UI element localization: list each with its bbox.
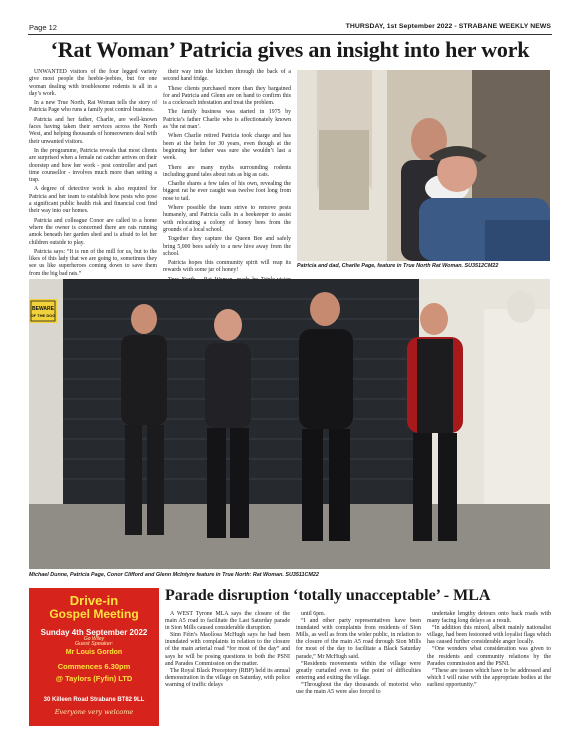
paragraph: undertake lengthy detours onto back roads with many facing long delays as a result. <box>427 611 551 625</box>
paragraph: UNWANTED visitors of the four legged variety give most people the heebie-jeebies, but for one woman dealing with troublesome rodents is all in a day’s work. <box>29 69 157 97</box>
paragraph: Patricia hopes this community spirit will reap its rewards with some jar of honey! <box>163 260 291 274</box>
advert-time: Commences 6.30pm <box>57 662 131 671</box>
advert-address: 30 Killeen Road Strabane BT82 9LL <box>43 697 145 703</box>
paragraph: There are many myths surrounding rodents including grand tales about rats as big as cats. <box>163 164 291 178</box>
gospel-meeting-advert <box>29 588 159 726</box>
paragraph: In the programme, Patricia reveals that most clients are surprised when a female rat catcher arrives on their doorstep and how her work - pest controller and part time counsellor - involves much more than setting a trap. <box>29 147 157 184</box>
advert-tagline: Everyone very welcome <box>54 708 134 716</box>
photo-caption-1: Patricia and dad, Charlie Page, feature in True North Rat Woman. SU3512CM22 <box>297 263 499 269</box>
beware-dog-sign: BEWARE <box>32 306 54 312</box>
paragraph: Where possible the team strive to remove pests humanely, and Patricia calls in a beekeeper to assist with relocating a colony of honey bees from the grounds of a local school. <box>163 205 291 233</box>
advert-venue: @ Taylors (Fyfin) LTD <box>55 674 133 683</box>
article-column-1 <box>29 69 157 275</box>
advert-date: Sunday 4th September 2022 <box>40 628 148 637</box>
article-column-2 <box>163 69 291 275</box>
advert-title-line2: Gospel Meeting <box>49 607 139 621</box>
paragraph: The family business was started in 1975 by Patricia’s father Charlie who is affectionately known as ‘the rat man’. <box>163 109 291 131</box>
advert-speaker: Mr Louis Gordon <box>65 649 123 656</box>
photo-team-group <box>29 279 550 569</box>
article2-column-2 <box>296 611 421 731</box>
advert-title-line1: Drive-in <box>69 593 119 608</box>
article2-column-1 <box>165 611 290 731</box>
paragraph: their way into the kitchen through the back of a second hand fridge. <box>163 69 291 83</box>
paragraph: Together they capture the Queen Bee and safely bring 5,000 bees safely to a new hive away from the school. <box>163 236 291 257</box>
paragraph: These clients purchased more than they bargained for and Patricia and Glenn are on hand to confirm this is a cockroach infestation and treat the problem. <box>163 85 291 107</box>
article2-column-3 <box>427 611 551 731</box>
paragraph: “Residents movements within the village were greatly curtailed even to the point of difficulties entering and exiting the village. <box>296 660 421 681</box>
paragraph: “Throughout the day thousands of motorist who use the main A5 were also forced to <box>296 681 421 696</box>
advert-signature: Go Wiley <box>83 636 105 642</box>
paragraph: Patricia and colleague Conor are called to a home where the owner is concerned there are rats running amok beneath her garden shed and is afraid to let her children outside to play. <box>29 217 157 246</box>
paragraph: Sinn Féin’s Maolíosa McHugh says he had been inundated with complaints in relation to the closure of the main arterial road “for most of the day” and says he will be posing questions to both the PSNI and Parades Commission on the matter. <box>165 632 290 667</box>
paragraph: Patricia and her father, Charlie, are well-known faces having taken their services across the North West, and helping thousands of homeowners deal with their unwanted visitors. <box>29 116 157 145</box>
advert-speaker-intro: Guest Speaker: <box>74 641 114 647</box>
photo-illustration <box>297 70 550 261</box>
paragraph: “These are issues which have to be addressed and which I will raise with the appropriate bodies at the earliest opportunity.” <box>427 667 551 688</box>
masthead: THURSDAY, 1st September 2022 - STRABANE WEEKLY NEWS <box>345 23 551 30</box>
photo-patricia-and-dad <box>297 70 550 261</box>
paragraph: The Royal Black Preceptory (RBP) held its annual demonstration in the village on Saturday, with police warning of traffic delays <box>165 667 290 688</box>
paragraph: “I and other party representatives have been inundated with complaints from residents of Sion Mills, as well as from the wider public, in relation to the closure of the main A5 road through Sion Mills for most of the day to facilitate a Black Saturday parade,” Mr McHugh said. <box>296 618 421 660</box>
paragraph: A degree of detective work is also required for Patricia and her team to establish how pests who pose a significant public health risk and financial cost find their way into our homes. <box>29 186 157 215</box>
header-rule <box>28 34 552 35</box>
paragraph: A WEST Tyrone MLA says the closure of the main A5 road to facilitate the Last Saturday parade in Sion Mills caused considerable disruption. <box>165 611 290 632</box>
article-headline: ‘Rat Woman’ Patricia gives an insight into her work <box>50 37 530 62</box>
paragraph: Patricia says: “It is run of the mill for us, but to the likes of this lady that we are going to, sometimes they see us like superheroes coming down to save them from the big bad rats.” <box>29 248 157 277</box>
article2-headline: Parade disruption ‘totally unacceptable’ - MLA <box>165 587 491 604</box>
beware-dog-sign-sub: OF THE DOG <box>30 313 56 318</box>
paragraph: Charlie shares a few tales of his own, revealing the biggest rat he ever caught was twelve foot long from nose to tail. <box>163 181 291 202</box>
paragraph: When Charlie retired Patricia took charge and has been at the helm for 30 years, even though at the beginning her father was sure she wouldn’t last a week. <box>163 133 291 162</box>
paragraph: “In addition this mixed, albeit mainly nationalist village, had been festooned with loyalist flags which has caused further considerable anger locally. <box>427 625 551 646</box>
paragraph: In a new True North, Rat Woman tells the story of Patricia Page who runs a family pest control business. <box>29 100 157 114</box>
paragraph: “One wonders what consideration was given to the residents and community relations by the Parades commission and the PSNI. <box>427 646 551 667</box>
paragraph: until 6pm. <box>301 611 326 617</box>
page-number: Page 12 <box>29 23 57 32</box>
photo-illustration <box>29 279 550 569</box>
photo-caption-2: Michael Dunne, Patricia Page, Conor Clifford and Glenn McIntyre feature in True North: Rat Woman. SU3511CM22 <box>29 572 319 578</box>
